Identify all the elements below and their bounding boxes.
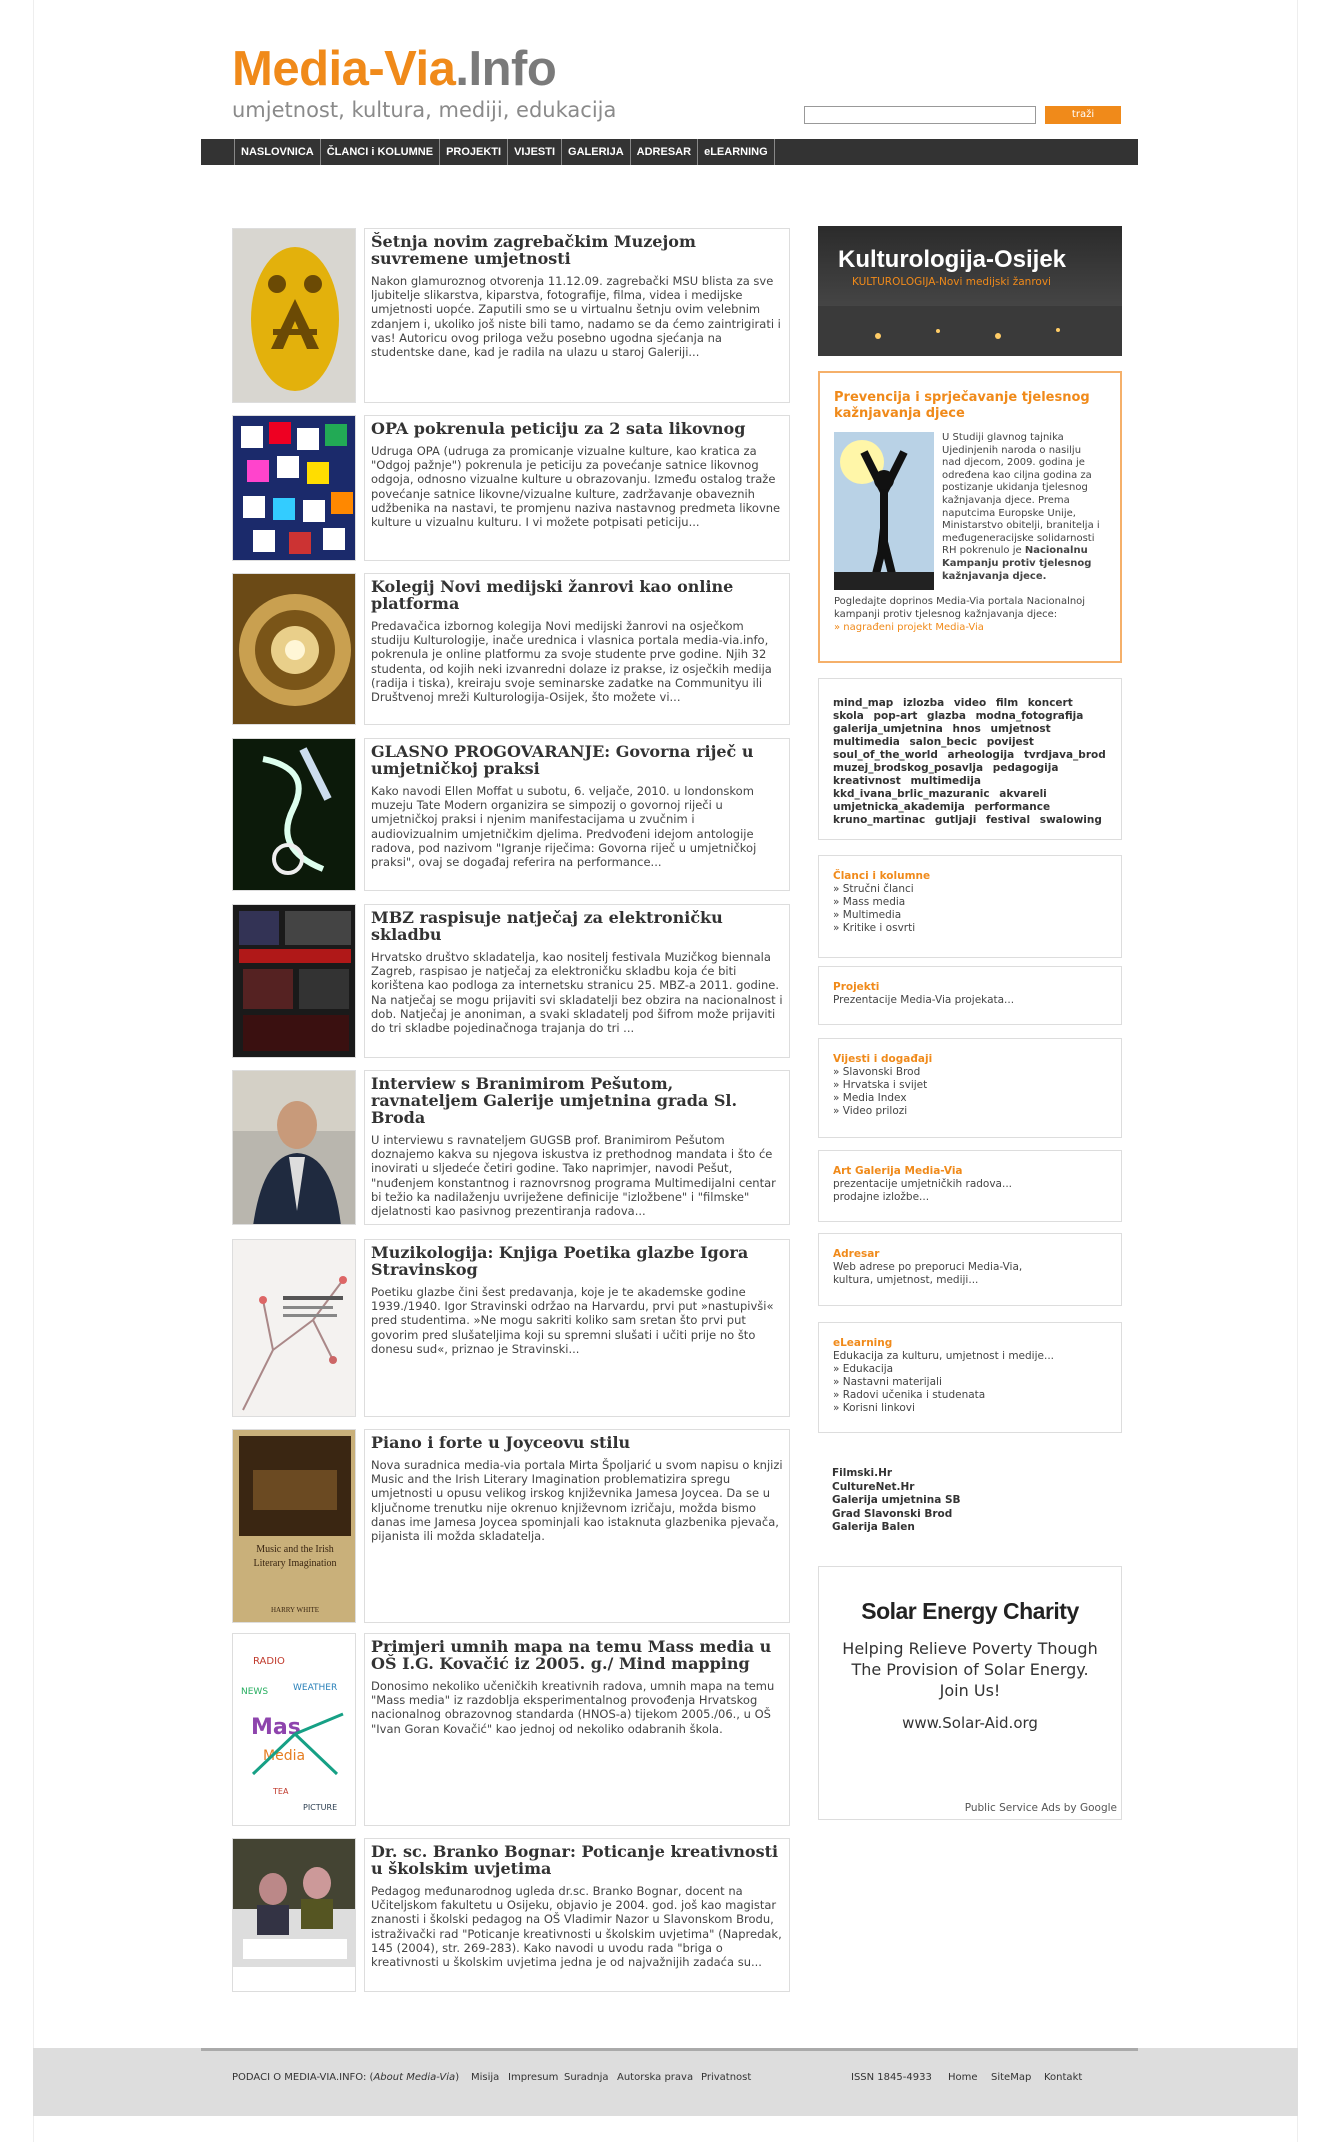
- nav-adresar[interactable]: ADRESAR: [631, 139, 698, 165]
- footer-link[interactable]: Misija: [471, 2072, 500, 2083]
- nav-galerija[interactable]: GALERIJA: [562, 139, 631, 165]
- external-links: [832, 1467, 961, 1535]
- nav-projekti[interactable]: PROJEKTI: [440, 139, 508, 165]
- article-box: [364, 1429, 790, 1623]
- nav-vijesti[interactable]: VIJESTI: [508, 139, 562, 165]
- search-input[interactable]: [804, 106, 1036, 124]
- about-link[interactable]: About Media-Via: [373, 2072, 456, 2083]
- footer-link[interactable]: Autorska prava: [617, 2072, 694, 2083]
- footer-divider: [201, 2048, 1138, 2051]
- elearning-box: [818, 1322, 1122, 1433]
- main-nav: [201, 139, 1138, 165]
- prevencija-link[interactable]: » nagrađeni projekt Media-Via: [834, 622, 984, 634]
- svg-text:NEWS: NEWS: [241, 1687, 269, 1697]
- article-thumbnail[interactable]: [232, 738, 356, 891]
- external-link[interactable]: CultureNet.Hr: [832, 1480, 915, 1493]
- footer-link[interactable]: Suradnja: [564, 2072, 609, 2083]
- svg-text:Mas: Mas: [251, 1715, 301, 1740]
- elearning-link[interactable]: » Nastavni materijali: [833, 1376, 942, 1388]
- logo-main: Media-Via: [232, 42, 456, 96]
- article-excerpt: Kako navodi Ellen Moffat u subotu, 6. veljače, 2010. u londonskom muzeju Tate Modern organizira se simpozij o govornoj riječi u umjetničkoj praksi i njenim manifestacijama u zvučnim i audiovizualnim umjetničkim djelima. Predvođeni idejom antologije radova, pod nazivom "Igranje riječima: Govorna riječ u umjetničkoj praksi", ovaj se događaj referira na performance...: [371, 784, 757, 870]
- svg-text:RADIO: RADIO: [253, 1656, 285, 1667]
- article-excerpt: Nova suradnica media-via portala Mirta Špoljarić u svom napisu o knjizi Music and the Irish Literary Imagination problematizira spregu umjetnosti u opusu velikog irskog književnika Jamesa Joycea. Da se u ključnome trenutku nije okrenuo književnom izričaju, možda bismo danas ime Jamesa Joycea spominjali kao istaknuta glazbenika pjevača, pijanista ili možda skladatelja.: [371, 1458, 783, 1544]
- ad-url[interactable]: www.Solar-Aid.org: [902, 1714, 1038, 1732]
- article-box: [364, 904, 790, 1058]
- article-item: [232, 738, 790, 891]
- article-excerpt: Predavačica izbornog kolegija Novi medijski žanrovi na osječkom studiju Kulturologije, inače urednica i vlasnica portala media-via.info, pokrenula je online platformu za svoje studente prve godine. Njih 32 studenta, od kojih neki izvanredni dolaze iz prakse, iz osječkih medija (radija i tiska), kreiraju svoje seminarske zadatke na Communityu ili Društvenoj mreži Kulturologija-Osijek, što možete vi...: [371, 619, 772, 705]
- projekti-box: [818, 966, 1122, 1025]
- external-link[interactable]: Filmski.Hr: [832, 1467, 893, 1479]
- elearning-title[interactable]: eLearning: [833, 1337, 893, 1349]
- elearning-link[interactable]: » Edukacija: [833, 1363, 894, 1375]
- article-item: [232, 904, 790, 1058]
- svg-text:PICTURE: PICTURE: [303, 1803, 338, 1812]
- article-excerpt: Pedagog međunarodnog ugleda dr.sc. Branko Bognar, docent na Učiteljskom fakultetu u Osijeku, objavio je 2004. god. još kao magistar znanosti i školski pedagog na OŠ Vladimir Nazor u Slavonskom Brodu, istraživački rad "Poticanje kreativnosti u školskim uvjetima" (Napredak, 145 (2004), str. 269-283). Kako navodi u uvodu rada "briga o kreativnosti u školskim uvjetima jedna je od najvažnijih zadaća su...: [371, 1884, 782, 1970]
- clanci-link[interactable]: » Multimedia: [833, 909, 902, 921]
- nav-elearning[interactable]: eLEARNING: [698, 139, 775, 165]
- prevencija-box: [818, 371, 1122, 663]
- article-item: [232, 573, 790, 725]
- ad-title[interactable]: Solar Energy Charity: [861, 1598, 1079, 1624]
- elearning-text: Edukacija za kulturu, umjetnost i medije...: [833, 1350, 1054, 1362]
- prevencija-title[interactable]: Prevencija i sprječavanje tjelesnog kažnjavanja djece: [834, 390, 1090, 421]
- article-excerpt: Hrvatsko društvo skladatelja, kao nositelj festivala Muzičkog biennala Zagreb, raspisao je natječaj za elektroničku skladbu koja će biti korištena kao podloga za internetsku stranicu 25. MBZ-a 2011. godine. Na natječaj se mogu prijaviti svi skladatelji bez obzira na nacionalnost i dob. Natječaj je anoniman, a svaki skladatelj pod šifrom može prijaviti do tri skladbe pojedinačnoga trajanja do tri ...: [371, 950, 783, 1036]
- article-thumbnail[interactable]: [232, 228, 356, 403]
- svg-text:WEATHER: WEATHER: [293, 1683, 338, 1693]
- article-thumbnail[interactable]: [232, 1070, 356, 1225]
- article-title[interactable]: MBZ raspisuje natječaj za elektroničku skladbu: [371, 908, 723, 944]
- vijesti-link[interactable]: » Hrvatska i svijet: [833, 1079, 928, 1091]
- tag-cloud: [818, 678, 1122, 840]
- article-excerpt: Nakon glamuroznog otvorenja 11.12.09. zagrebački MSU blista za sve ljubitelje slikarstva, kiparstva, fotografije, filma, videa i medijske umjetnosti uopće. Zaputili smo se u virtualnu šetnju ovim velebnim zdanjem i, ukoliko još niste bili tamo, nadamo se da ćemo zaintrigirati i vas! Autoricu ovog priloga vežu posebno ugodna sjećanja na studentske dane, kad je radila na ulazu u staroj Galeriji...: [371, 274, 781, 360]
- nav-naslovnica[interactable]: NASLOVNICA: [234, 139, 321, 165]
- article-thumbnail[interactable]: [232, 1633, 356, 1826]
- svg-text:Literary Imagination: Literary Imagination: [253, 1558, 337, 1569]
- logo-suffix: .Info: [455, 42, 557, 96]
- galerija-box: [818, 1150, 1122, 1222]
- article-title[interactable]: Primjeri umnih mapa na temu Mass media u OŠ I.G. Kovačić iz 2005. g./ Mind mapping: [371, 1637, 772, 1673]
- article-title[interactable]: OPA pokrenula peticiju za 2 sata likovnog: [371, 419, 746, 438]
- article-item: [232, 415, 790, 561]
- galerija-text: prezentacije umjetničkih radova...: [833, 1178, 1013, 1190]
- article-thumbnail[interactable]: [232, 1838, 356, 1992]
- article-box: [364, 1838, 790, 1992]
- solar-ad[interactable]: [818, 1566, 1122, 1820]
- article-excerpt: Poetiku glazbe čini šest predavanja, koje je te akademske godine 1939./1940. Igor Stravinski održao na Harvardu, prvi put »nastupivši« pred studentima. »Ne mogu sakriti koliko sam sretan što prvi put govorim pred slušateljima koji su spremni slušati i učiti prije no što donesu sud«, priznao je Stravinski...: [371, 1285, 774, 1356]
- galerija-title[interactable]: Art Galerija Media-Via: [833, 1165, 963, 1177]
- adresar-text: Web adrese po preporuci Media-Via,: [833, 1261, 1023, 1273]
- svg-text:Music and the Irish: Music and the Irish: [256, 1544, 334, 1555]
- galerija-text: prodajne izložbe...: [833, 1191, 930, 1203]
- article-box: [364, 573, 790, 725]
- banner-title: Kulturologija-Osijek: [838, 246, 1067, 273]
- site-logo[interactable]: [232, 42, 557, 96]
- kulturologija-banner[interactable]: [818, 226, 1122, 356]
- nav-clanci[interactable]: ČLANCI i KOLUMNE: [321, 139, 440, 165]
- article-box: [364, 1239, 790, 1417]
- footer-about: PODACI O MEDIA-VIA.INFO: (About Media-Via): [232, 2072, 460, 2083]
- vijesti-link[interactable]: » Slavonski Brod: [833, 1066, 921, 1078]
- child-silhouette-image: [834, 432, 934, 590]
- article-thumbnail[interactable]: [232, 415, 356, 561]
- article-item: [232, 1633, 790, 1826]
- svg-text:TEA: TEA: [273, 1787, 289, 1796]
- ad-text: Helping Relieve Poverty Though The Provision of Solar Energy. Join Us!: [842, 1639, 1098, 1700]
- projekti-text[interactable]: Prezentacije Media-Via projekata...: [833, 994, 1015, 1006]
- article-title[interactable]: Dr. sc. Branko Bognar: Poticanje kreativnosti u školskim uvjetima: [371, 1842, 779, 1878]
- footer-link[interactable]: Impresum: [508, 2072, 559, 2083]
- article-excerpt: Donosimo nekoliko učeničkih kreativnih radova, umnih mapa na temu "Mass media" iz razdoblja eksperimentalnog provođenja Hrvatskog nacionalnog obrazovnog standarda (HNOS-a) tijekom 2005./06., u OŠ "Ivan Goran Kovačić" kao jednoj od nekoliko odabranih škola.: [371, 1679, 775, 1736]
- article-title[interactable]: GLASNO PROGOVARANJE: Govorna riječ u umjetničkoj praksi: [371, 742, 754, 778]
- clanci-link[interactable]: » Kritike i osvrti: [833, 922, 916, 934]
- svg-text:HARRY WHITE: HARRY WHITE: [270, 1606, 320, 1614]
- vijesti-title[interactable]: Vijesti i događaji: [833, 1053, 933, 1065]
- article-thumbnail[interactable]: [232, 1239, 356, 1417]
- projekti-title[interactable]: Projekti: [833, 981, 880, 993]
- tag-cloud-list[interactable]: mind_map izlozba video film koncert skola pop-art glazba modna_fotografija galerija_umjetnina hnos umjetnost multimedia salon_becic povijest soul_of_the_world arheologija tvrdjava_brod muzej_brodskog_posavlja pedagogija kreativnost multimedija kkd_ivana_brlic_mazuranic akvareli umjetnicka_akademija performance kruno_martinac gutljaji festival swalowing: [833, 697, 1106, 826]
- banner-subtitle: KULTUROLOGIJA-Novi medijski žanrovi: [852, 276, 1051, 288]
- footer-issn: ISSN 1845-4933: [851, 2072, 932, 2083]
- article-item: [232, 1239, 790, 1417]
- adresar-title[interactable]: Adresar: [833, 1248, 880, 1260]
- adresar-text: kultura, umjetnost, mediji...: [833, 1274, 979, 1286]
- article-box: [364, 415, 790, 561]
- article-thumbnail[interactable]: [232, 1429, 356, 1623]
- clanci-link[interactable]: » Mass media: [833, 896, 906, 908]
- article-title[interactable]: Piano i forte u Joyceovu stilu: [371, 1433, 631, 1452]
- footer-link[interactable]: SiteMap: [991, 2072, 1032, 2083]
- article-excerpt: U interviewu s ravnateljem GUGSB prof. Branimirom Pešutom doznajemo kakva su njegova iskustva iz prethodnog mandata i što će inovirati u sljedeće četiri godine. Tako naprimjer, navodi Pešut, "nuđenjem konstantnog i raznovrsnog programa Multimedijalni centar bi težio ka nadilaženju uvriježene definicije "izložbene" i "filmske" djelatnosti kao pasivnog prezentiranja radova...: [371, 1133, 776, 1219]
- article-item: [232, 228, 790, 403]
- article-box: [364, 1070, 790, 1225]
- elearning-link[interactable]: » Radovi učenika i studenata: [833, 1389, 986, 1401]
- vijesti-link[interactable]: » Video prilozi: [833, 1105, 908, 1117]
- article-title[interactable]: Šetnja novim zagrebačkim Muzejom suvremene umjetnosti: [371, 232, 696, 268]
- svg-text:Media: Media: [263, 1748, 306, 1764]
- article-item: [232, 1838, 790, 1992]
- search-button[interactable]: traži: [1045, 106, 1121, 124]
- article-thumbnail[interactable]: [232, 573, 356, 725]
- article-box: [364, 738, 790, 891]
- article-item: [232, 1429, 790, 1623]
- external-link[interactable]: Grad Slavonski Brod: [832, 1507, 953, 1520]
- vijesti-box: [818, 1038, 1122, 1138]
- prevencija-footer: Pogledajte doprinos Media-Via portala Nacionalnoj kampanji protiv tjelesnog kažnjavanja djece:: [834, 596, 1086, 620]
- footer-link[interactable]: Privatnost: [701, 2072, 752, 2083]
- article-thumbnail[interactable]: [232, 904, 356, 1058]
- article-box: [364, 1633, 790, 1826]
- clanci-box: [818, 855, 1122, 958]
- adresar-box: [818, 1233, 1122, 1306]
- footer-link[interactable]: Home: [948, 2072, 978, 2083]
- site-tagline: umjetnost, kultura, mediji, edukacija: [232, 98, 617, 122]
- vijesti-link[interactable]: » Media Index: [833, 1092, 907, 1104]
- clanci-link[interactable]: » Stručni članci: [833, 883, 914, 895]
- article-item: [232, 1070, 790, 1225]
- article-title[interactable]: Kolegij Novi medijski žanrovi kao online platforma: [371, 577, 734, 613]
- elearning-link[interactable]: » Korisni linkovi: [833, 1402, 915, 1414]
- prevencija-text: U Studiji glavnog tajnika Ujedinjenih naroda o nasilju nad djecom, 2009. godina je određena kao ciljna godina za postizanje ukidanja tjelesnog kažnjavanja djece. Prema naputcima Europske Unije, Ministarstvo obitelji, branitelja i međugeneracijske solidarnosti RH pokrenulo je Nacionalnu Kampanju protiv tjelesnog kažnjavanja djece.: [942, 432, 1100, 582]
- article-title[interactable]: Interview s Branimirom Pešutom, ravnateljem Galerije umjetnina grada Sl. Broda: [371, 1074, 738, 1127]
- article-box: [364, 228, 790, 403]
- clanci-title[interactable]: Članci i kolumne: [833, 870, 931, 882]
- external-link[interactable]: Galerija Balen: [832, 1521, 915, 1533]
- footer-link[interactable]: Kontakt: [1044, 2072, 1083, 2083]
- article-excerpt: Udruga OPA (udruga za promicanje vizualne kulture, kao kratica za "Odgoj pažnje") pokrenula je peticiju za povećanje satnice likovnog odgoja, odnosno vizualne kulture u obrazovanju. Između ostalog traže povećanje satnice likovne/vizualne kulture, zadržavanje obaveznih udžbenika na nastavi, te promjenu naziva nastavnog predmeta likovne kulture u vizualnu kulturu. I vi možete potpisati peticiju...: [371, 444, 781, 530]
- ad-footer[interactable]: Public Service Ads by Google: [964, 1802, 1117, 1814]
- external-link[interactable]: Galerija umjetnina SB: [832, 1494, 961, 1506]
- article-title[interactable]: Muzikologija: Knjiga Poetika glazbe Igora Stravinskog: [371, 1243, 749, 1279]
